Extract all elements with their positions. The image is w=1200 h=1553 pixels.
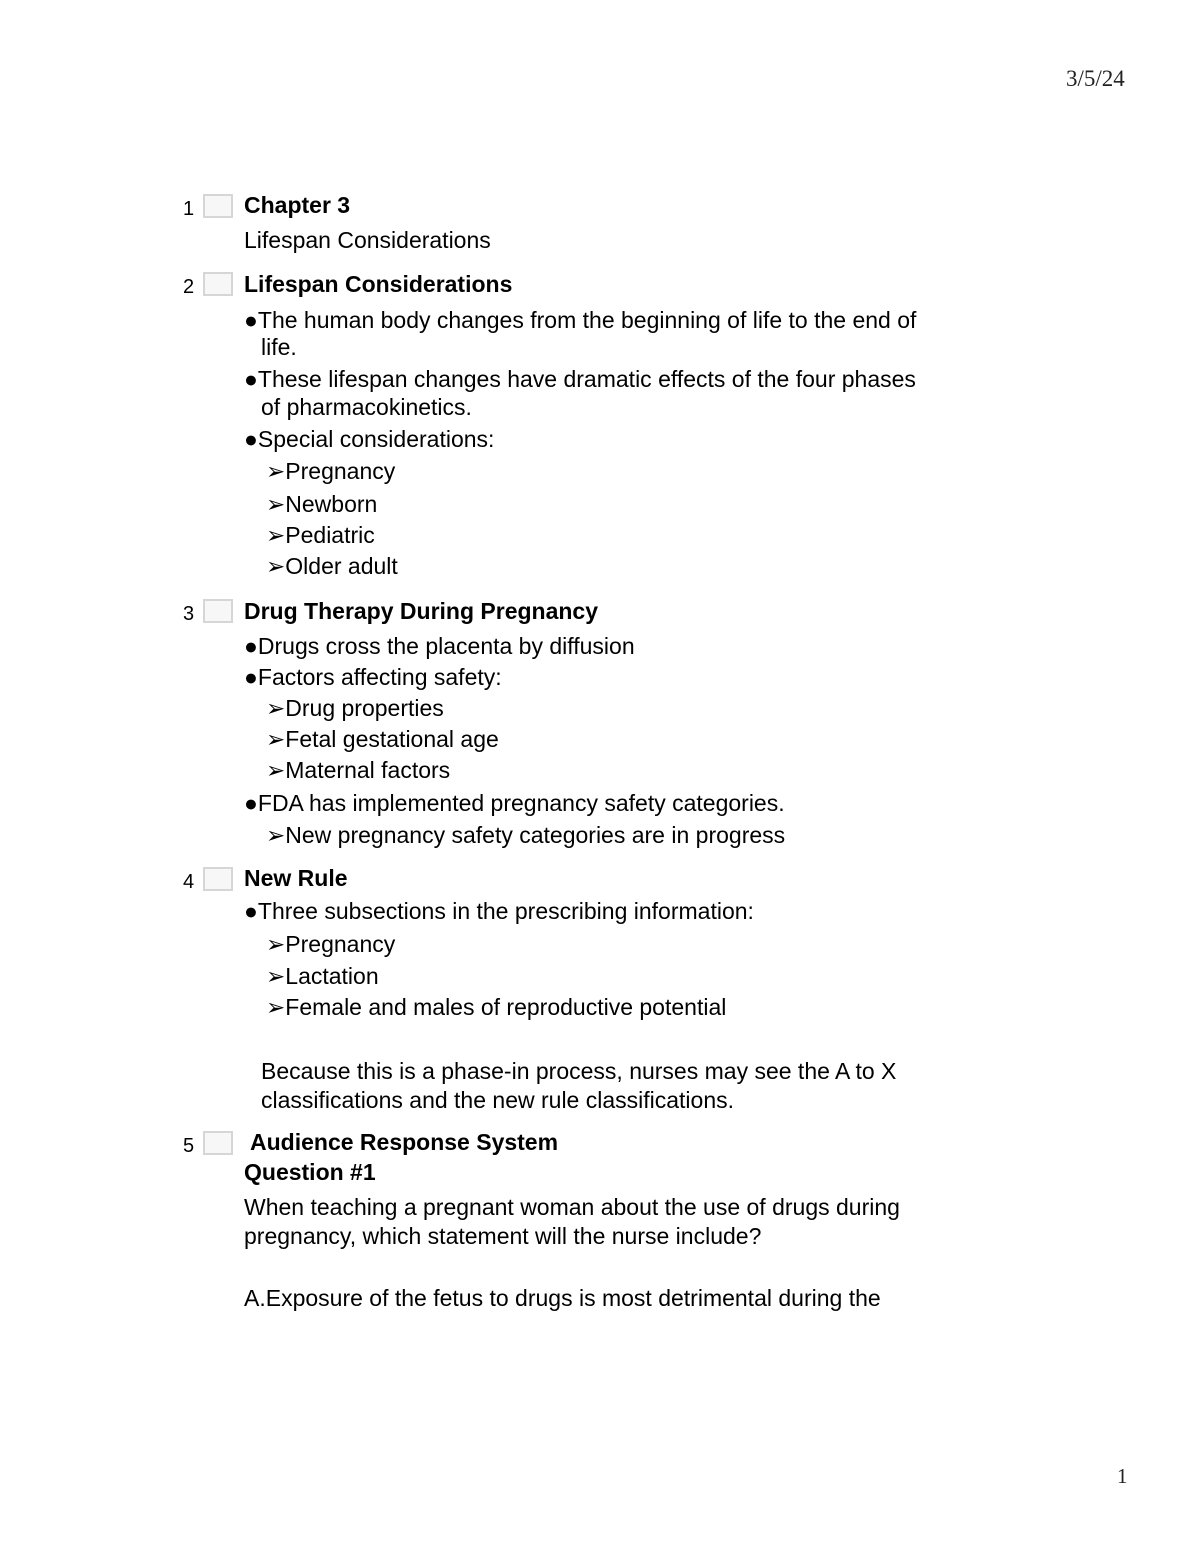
page-number: 1 (1117, 1464, 1128, 1488)
sub-bullet-line: ➢Pediatric (266, 522, 375, 548)
sub-bullet-line: ➢Pregnancy (266, 458, 396, 484)
slide-thumbnail-placeholder (203, 194, 233, 218)
bullet-line-continued: life. (261, 334, 297, 360)
page-date: 3/5/24 (1066, 66, 1125, 91)
slide-title: Drug Therapy During Pregnancy (244, 598, 599, 624)
sub-bullet-line: ➢Maternal factors (266, 757, 451, 783)
question-line: When teaching a pregnant woman about the use of drugs during (244, 1194, 900, 1220)
sub-bullet-line: ➢New pregnancy safety categories are in progress (266, 822, 786, 848)
slide-thumbnail-placeholder (203, 599, 233, 623)
slide-thumbnail-placeholder (203, 272, 233, 296)
bullet-line: ●These lifespan changes have dramatic effects of the four phases (244, 366, 916, 392)
sub-bullet-line: ➢Newborn (266, 491, 378, 517)
slide-text-line: Lifespan Considerations (244, 227, 491, 253)
slide-thumbnail-placeholder (203, 867, 233, 891)
slide-number: 1 (183, 198, 195, 220)
note-line: classifications and the new rule classifications. (261, 1087, 735, 1113)
bullet-line: ●FDA has implemented pregnancy safety categories. (244, 790, 785, 816)
sub-bullet-line: ➢Lactation (266, 963, 379, 989)
slide-number: 3 (183, 603, 195, 625)
sub-bullet-line: ➢Older adult (266, 553, 398, 579)
bullet-line: ●Drugs cross the placenta by diffusion (244, 633, 635, 659)
sub-bullet-line: ➢Drug properties (266, 695, 444, 721)
bullet-line: ●Factors affecting safety: (244, 664, 502, 690)
question-line: pregnancy, which statement will the nurse include? (244, 1223, 762, 1249)
sub-bullet-line: ➢Fetal gestational age (266, 726, 499, 752)
slide-title: New Rule (244, 865, 348, 891)
note-line: Because this is a phase-in process, nurses may see the A to X (261, 1058, 897, 1084)
slide-title: Chapter 3 (244, 192, 351, 218)
sub-bullet-line: ➢Pregnancy (266, 931, 396, 957)
slide-subtitle: Question #1 (244, 1159, 376, 1185)
answer-option-line: A.Exposure of the fetus to drugs is most detrimental during the (244, 1285, 881, 1311)
bullet-line: ●Three subsections in the prescribing information: (244, 898, 754, 924)
slide-title: Audience Response System (250, 1129, 559, 1155)
slide-number: 5 (183, 1135, 195, 1157)
bullet-line: ●Special considerations: (244, 426, 495, 452)
slide-number: 2 (183, 276, 195, 298)
slide-thumbnail-placeholder (203, 1131, 233, 1155)
sub-bullet-line: ➢Female and males of reproductive potential (266, 994, 727, 1020)
slide-title: Lifespan Considerations (244, 271, 513, 297)
bullet-line-continued: of pharmacokinetics. (261, 394, 472, 420)
bullet-line: ●The human body changes from the beginning of life to the end of (244, 307, 917, 333)
slide-number: 4 (183, 871, 195, 893)
